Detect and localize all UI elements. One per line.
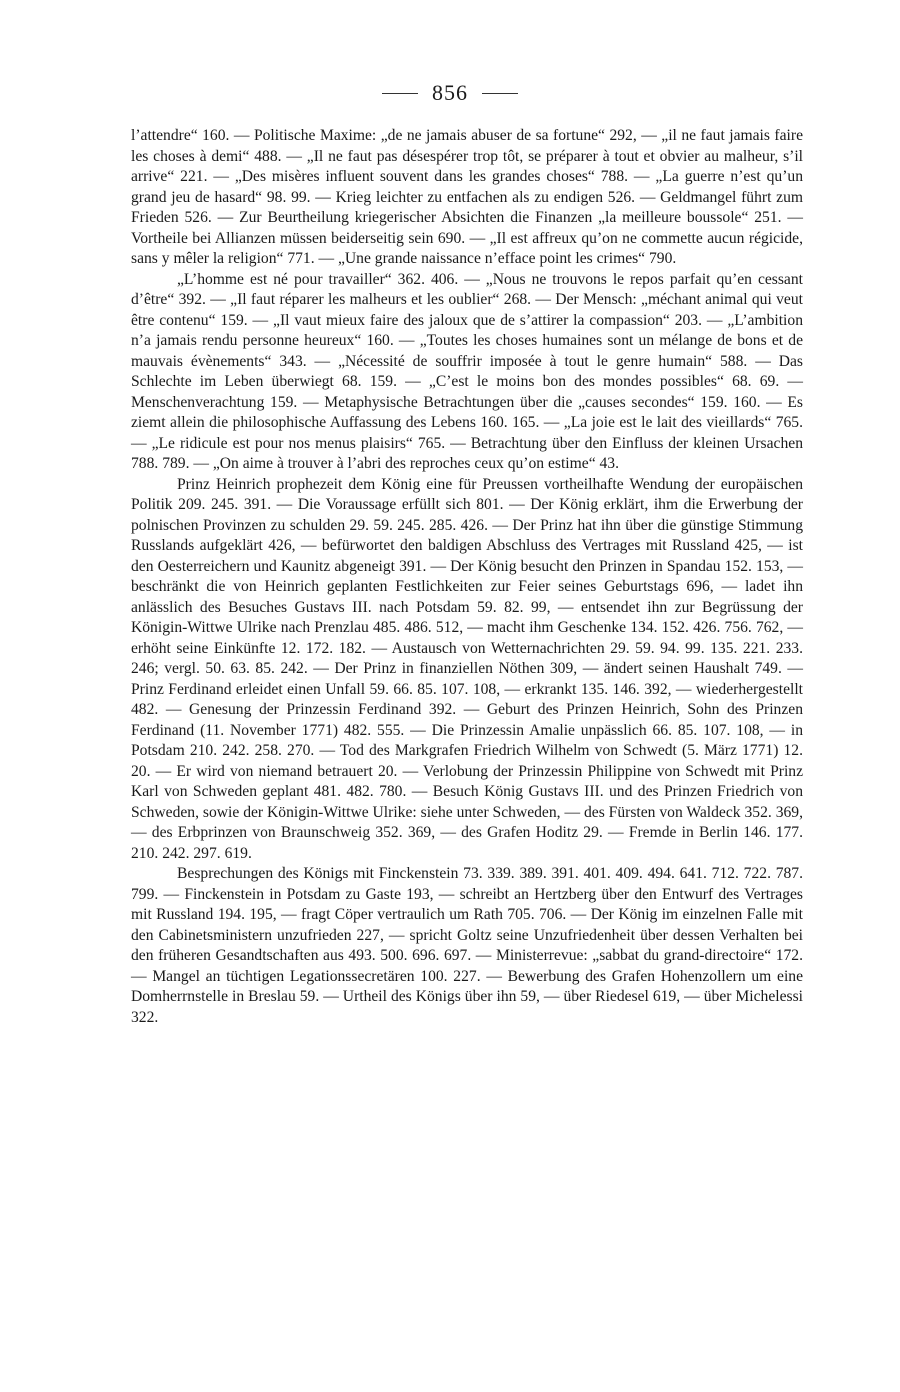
- page-number: 856: [432, 80, 468, 105]
- paragraph-4: Besprechungen des Königs mit Finckenstein 73. 339. 389. 391. 401. 409. 494. 641. 712. 722. 787. 799. — Finckenstein in Potsdam zu Gaste 193, — schreibt an Hertzberg über den Entwurf des Vertrages mit Russland 194. 195, — fragt Cöper vertraulich um Rath 705. 706. — Der König im einzelnen Falle mit den Cabinetsministern unzufrieden 227, — spricht Goltz seine Unzufriedenheit über dessen Verhalten bei den früheren Gesandtschaften aus 493. 500. 696. 697. — Ministerrevue: „sabbat du grand-directoire“ 172. — Mangel an tüchtigen Legationssecretären 100. 227. — Bewerbung des Grafen Hohenzollern um eine Domherrnstelle in Breslau 59. — Urtheil des Königs über ihn 59, — über Riedesel 619, — über Michelessi 322.: [131, 865, 803, 1026]
- paragraph-3: Prinz Heinrich prophezeit dem König eine für Preussen vortheilhafte Wendung der europäischen Politik 209. 245. 391. — Die Voraussage erfüllt sich 801. — Der König erklärt, ihm die Erwerbung der polnischen Provinzen zu schulden 29. 59. 245. 285. 426. — Der Prinz hat ihn über die günstige Stimmung Russlands aufgeklärt 426, — befürwortet den baldigen Abschluss des Vertrages mit Russland 425, — ist den Oesterreichern und Kaunitz abgeneigt 391. — Der König besucht den Prinzen in Spandau 152. 153, — beschränkt die von Heinrich geplanten Festlichkeiten zur Feier seines Geburtstags 696, — ladet ihn anlässlich des Besuches Gustavs III. nach Potsdam 59. 82. 99, — entsendet ihn zur Begrüssung der Königin-Wittwe Ulrike nach Prenzlau 485. 486. 512, — macht ihm Geschenke 134. 152. 426. 756. 762, — erhöht seine Einkünfte 12. 172. 182. — Austausch von Wetternachrichten 29. 59. 94. 99. 135. 221. 233. 246; vergl. 50. 63. 85. 242. — Der Prinz in finanziellen Nöthen 309, — ändert seinen Haushalt 749. — Prinz Ferdinand erleidet einen Unfall 59. 66. 85. 107. 108, — erkrankt 135. 146. 392, — wiederhergestellt 482. — Genesung der Prinzessin Ferdinand 392. — Geburt des Prinzen Heinrich, Sohn des Prinzen Ferdinand (11. November 1771) 482. 555. — Die Prinzessin Amalie unpässlich 66. 85. 107. 108, — in Potsdam 210. 242. 258. 270. — Tod des Markgrafen Friedrich Wilhelm von Schwedt (5. März 1771) 12. 20. — Er wird von niemand betrauert 20. — Verlobung der Prinzessin Philippine von Schwedt mit Prinz Karl von Schweden geplant 481. 482. 780. — Besuch König Gustavs III. und des Prinzen Friedrich von Schweden, sowie der Königin-Wittwe Ulrike: siehe unter Schweden, — des Fürsten von Waldeck 352. 369, — des Erbprinzen von Braunschweig 352. 369, — des Grafen Hoditz 29. — Fremde in Berlin 146. 177. 210. 242. 297. 619.: [131, 475, 803, 862]
- paragraph-2: „L’homme est né pour travailler“ 362. 406. — „Nous ne trouvons le repos parfait qu’en cessant d’être“ 392. — „Il faut réparer les malheurs et les oublier“ 268. — Der Mensch: „méchant animal qui veut être contenu“ 159. — „Il vaut mieux faire des jaloux que de s’attirer la compassion“ 203. — „L’ambition n’a jamais rendu personne heureux“ 160. — „Toutes les choses humaines sont un mélange de bons et de mauvais évènements“ 343. — „Nécessité de souffrir imposée à tout le genre humain“ 588. — Das Schlechte im Leben überwiegt 68. 159. — „C’est le moins bon des mondes possibles“ 68. 69. — Menschenverachtung 159. — Metaphysische Betrachtungen über die „causes secondes“ 159. 160. — Es ziemt allein die philosophische Auffassung des Lebens 160. 165. — „La joie est le lait des vieillards“ 765. — „Le ridicule est pour nos menus plaisirs“ 765. — Betrachtung über den Einfluss der kleinen Ursachen 788. 789. — „On aime à trouver à l’abri des reproches ceux qu’on estime“ 43.: [131, 270, 803, 472]
- page-body: [131, 126, 803, 1028]
- paragraph-1: l’attendre“ 160. — Politische Maxime: „de ne jamais abuser de sa fortune“ 292, — „il ne faut jamais faire les choses à demi“ 488. — „Il ne faut pas désespérer trop tôt, se préparer à tout et obvier au malheur, s’il arrive“ 221. — „Des misères influent souvent dans les grandes choses“ 788. — „La guerre n’est qu’un grand jeu de hasard“ 98. 99. — Krieg leichter zu entfachen als zu endigen 526. — Geldmangel führt zum Frieden 526. — Zur Beurtheilung kriegerischer Absichten die Finanzen „la meilleure boussole“ 251. — Vortheile bei Allianzen müssen beiderseitig sein 690. — „Il est affreux qu’on ne commette aucun régicide, sans y mêler la religion“ 771. — „Une grande naissance n’efface point les crimes“ 790.: [131, 127, 803, 267]
- header-rule-left: [382, 93, 418, 94]
- header-rule-right: [482, 93, 518, 94]
- page-header: [0, 80, 900, 106]
